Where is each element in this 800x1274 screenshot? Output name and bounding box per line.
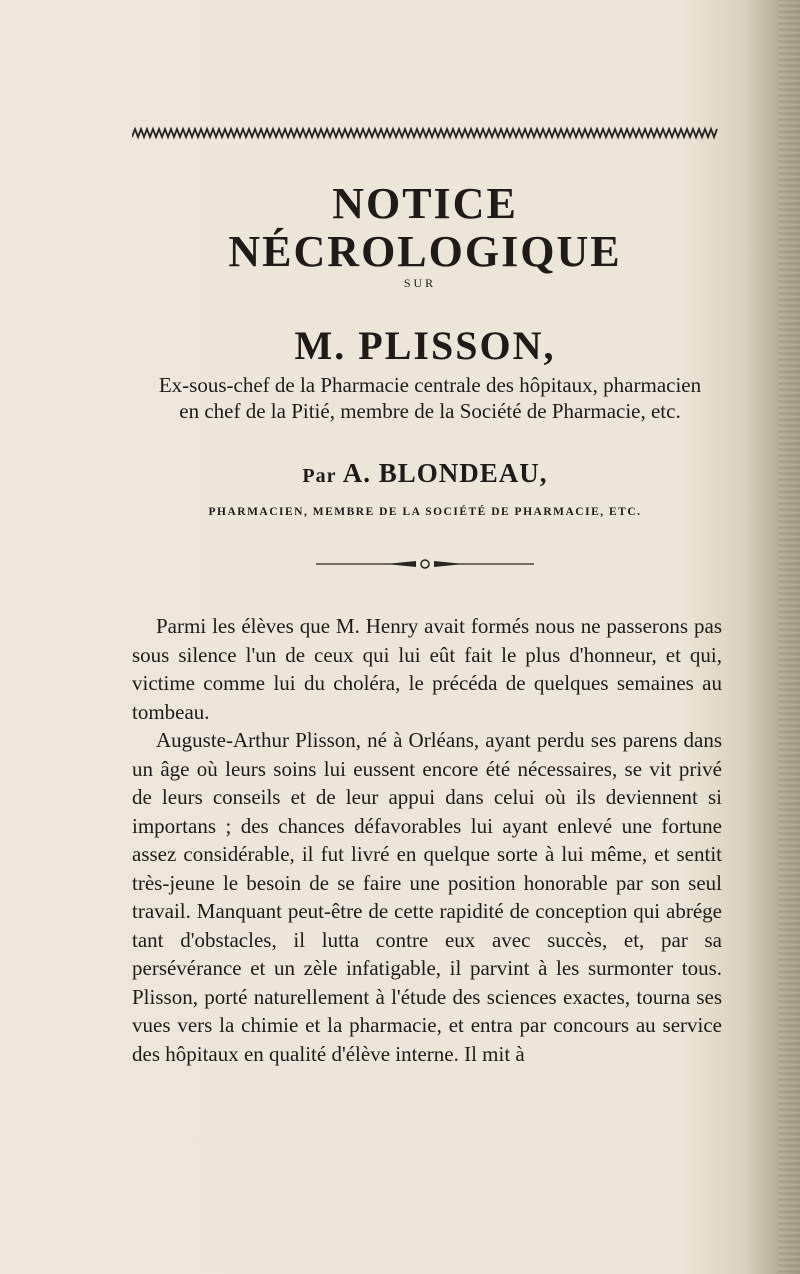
author-name: A. BLONDEAU, — [342, 458, 548, 488]
paragraph-1: Parmi les élèves que M. Henry avait formés nous ne passerons pas sous silence l'un de ceux qui lui eût fait le plus d'honneur, et qui, victime comme lui du choléra, le précéda de quelques semaines au tombeau. — [132, 614, 722, 724]
divider-ornament-icon — [316, 556, 534, 572]
page-title: NOTICE NÉCROLOGIQUE — [228, 179, 622, 277]
subject-name: M. PLISSON, — [294, 323, 556, 368]
subject-description — [120, 372, 740, 424]
subtitle-line-2: en chef de la Pitié, membre de la Société de Pharmacie, etc. — [179, 399, 681, 423]
ornamental-rule — [132, 126, 718, 140]
author-role: PHARMACIEN, MEMBRE DE LA SOCIÉTÉ DE PHARMACIE, ETC. — [208, 506, 642, 518]
zigzag-rule-icon — [132, 126, 718, 140]
subtitle-line-1: Ex-sous-chef de la Pharmacie centrale des hôpitaux, pharmacien — [158, 373, 702, 397]
byline-prefix: Par — [302, 465, 337, 487]
paragraph-2: Auguste-Arthur Plisson, né à Orléans, ayant perdu ses parens dans un âge où leurs soins lui eussent encore été nécessaires, se vit privé de leurs conseils et de leur appui dans celui où ils deviennent si importans ; des chances défavorables lui ayant enlevé une fortune assez considérable, il fut livré en quelque sorte à lui même, et sentit très-jeune le besoin de se faire une position honorable par son seul travail. Manquant peut-être de cette rapidité de conception qui abrége tant d'obstacles, il lutta contre eux avec succès, et, par sa persévérance et un zèle infatigable, il parvint à les surmonter tous. Plisson, porté naturellement à l'étude des sciences exactes, tourna ses vues vers la chimie et la pharmacie, et entra par concours au service des hôpitaux en qualité d'élève interne. Il mit à — [132, 728, 722, 1066]
byline — [200, 458, 650, 489]
page-edge — [778, 0, 800, 1274]
sur-label: SUR — [403, 276, 437, 290]
article-body — [132, 612, 722, 1068]
